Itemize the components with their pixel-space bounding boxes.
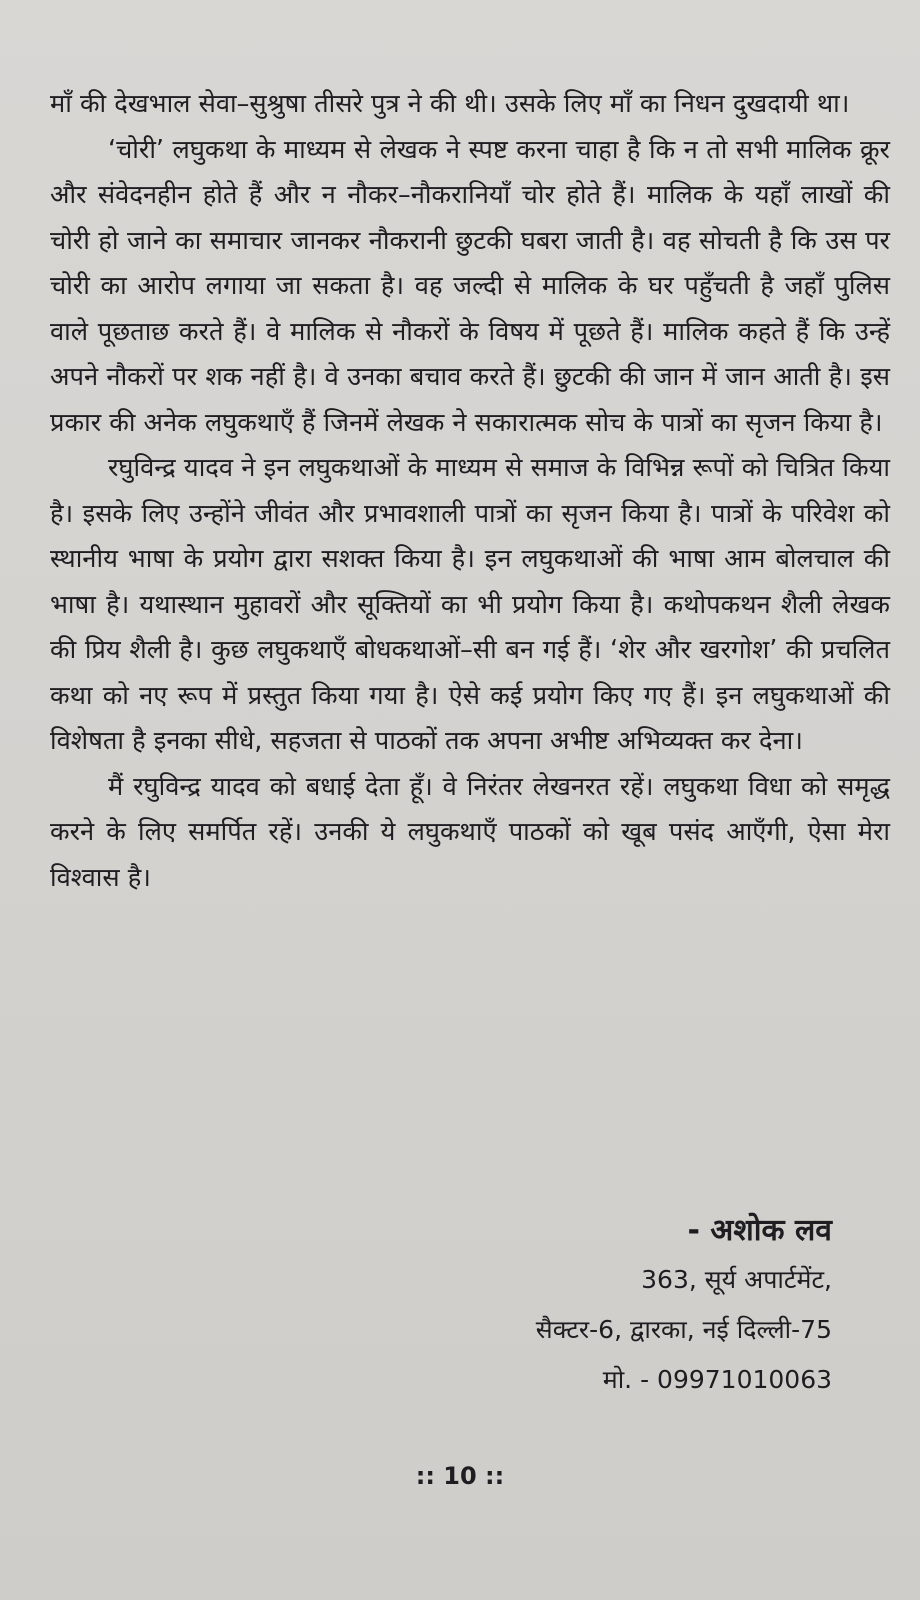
phone-number: मो. - 09971010063 <box>602 1365 832 1394</box>
address-line-2: सैक्टर-6, द्वारका, नई दिल्ली-75 <box>535 1315 832 1344</box>
paragraph-wishes: मैं रघुविन्द्र यादव को बधाई देता हूँ। वे निरंतर लेखनरत रहें। लघुकथा विधा को समृद्ध करने के लिए समर्पित रहें। उनकी ये लघुकथाएँ पाठकों को खूब पसंद आएँगी, ऐसा मेरा विश्वास है। <box>50 771 890 893</box>
body-text <box>50 82 890 901</box>
paragraph-chori: ‘चोरी’ लघुकथा के माध्यम से लेखक ने स्पष्ट करना चाहा है कि न तो सभी मालिक क्रूर और संवेदनहीन होते हैं और न नौकर–नौकरानियाँ चोर होते हैं। मालिक के यहाँ लाखों की चोरी हो जाने का समाचार जानकर नौकरानी छुटकी घबरा जाती है। वह सोचती है कि उस पर चोरी का आरोप लगाया जा सकता है। वह जल्दी से मालिक के घर पहुँचती है जहाँ पुलिस वाले पूछताछ करते हैं। वे मालिक से नौकरों के विषय में पूछते हैं। मालिक कहते हैं कि उन्हें अपने नौकरों पर शक नहीं है। वे उनका बचाव करते हैं। छुटकी की जान में जान आती है। इस प्रकार की अनेक लघुकथाएँ हैं जिनमें लेखक ने सकारात्मक सोच के पात्रों का सृजन किया है। <box>50 134 890 438</box>
author-name: - अशोक लव <box>687 1213 832 1248</box>
paragraph-continuation: माँ की देखभाल सेवा–सुश्रुषा तीसरे पुत्र ने की थी। उसके लिए माँ का निधन दुखदायी था। <box>50 89 850 119</box>
signature-block <box>536 1207 832 1405</box>
paragraph-style: रघुविन्द्र यादव ने इन लघुकथाओं के माध्यम से समाज के विभिन्न रूपों को चित्रित किया है। इसके लिए उन्होंने जीवंत और प्रभावशाली पात्रों का सृजन किया है। पात्रों के परिवेश को स्थानीय भाषा के प्रयोग द्वारा सशक्त किया है। इन लघुकथाओं की भाषा आम बोलचाल की भाषा है। यथास्थान मुहावरों और सूक्तियों का भी प्रयोग किया है। कथोपकथन शैली लेखक की प्रिय शैली है। कुछ लघुकथाएँ बोधकथाओं–सी बन गई हैं। ‘शेर और खरगोश’ की प्रचलित कथा को नए रूप में प्रस्तुत किया गया है। ऐसे कई प्रयोग किए गए हैं। इन लघुकथाओं की विशेषता है इनका सीधे, सहजता से पाठकों तक अपना अभीष्ट अभिव्यक्त कर देना। <box>50 453 890 756</box>
address-line-1: 363, सूर्य अपार्टमेंट, <box>641 1265 832 1294</box>
page-number: :: 10 :: <box>415 1462 505 1490</box>
